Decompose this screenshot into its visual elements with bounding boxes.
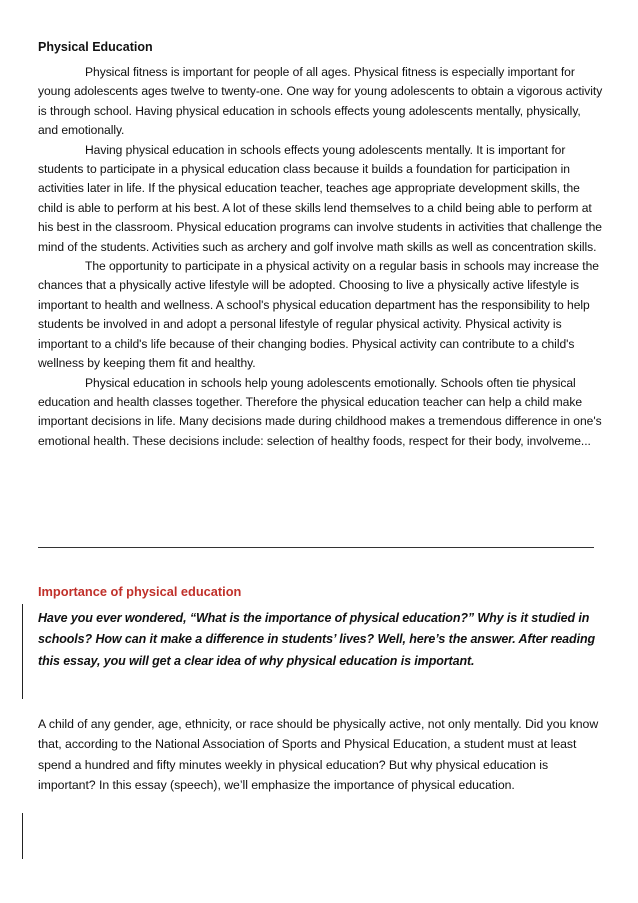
revision-margin-bar xyxy=(22,604,23,699)
section-heading: Importance of physical education xyxy=(38,584,242,599)
essay-body xyxy=(38,63,604,451)
revision-margin-bar xyxy=(22,813,23,859)
paragraph-mental: Having physical education in schools effects young adolescents mentally. It is important for students to participate in a physical education class because it builds a foundation for participation in activities later in life. If the physical education teacher, teaches age appropriate development skills, the child is able to perform at his best. A lot of these skills lend themselves to a child being able to perform at his best in the classroom. Physical education programs can involve students in activities that challenge the mind of the students. Activities such as archery and golf involve math skills as well as concentration skills. xyxy=(38,142,602,254)
paragraph-emotional: Physical education in schools help young adolescents emotionally. Schools often tie physical education and health classes together. Therefore the physical education teacher can help a child make important decisions in life. Many decisions made during childhood makes a tremendous difference in one's emotional health. These decisions include: selection of healthy foods, respect for their body, involveme... xyxy=(38,375,602,448)
section-intro: Have you ever wondered, “What is the importance of physical education?” Why is it studied in schools? How can it make a difference in students’ lives? Well, here’s the answer. After reading this essay, you will get a clear idea of why physical education is important. xyxy=(38,611,596,668)
section-body: A child of any gender, age, ethnicity, or race should be physically active, not only mentally. Did you know that, according to the National Association of Sports and Physical Education, a student must at least spend a hundred and fifty minutes weekly in physical education? But why physical education is important? In this essay (speech), we’ll emphasize the importance of physical education. xyxy=(38,717,599,792)
section-divider xyxy=(38,547,594,548)
paragraph-physical: The opportunity to participate in a physical activity on a regular basis in schools may increase the chances that a physically active lifestyle will be adopted. Choosing to live a physically active lifestyle is important to health and wellness. A school's physical education department has the responsibility to help students be involved in and adopt a personal lifestyle of regular physical activity. Physical activity is important to a child's life because of their changing bodies. Physical activity can contribute to a child's wellness by keeping them fit and healthy. xyxy=(38,259,599,371)
paragraph-intro: Physical fitness is important for people of all ages. Physical fitness is especially important for young adolescents ages twelve to twenty-one. One way for young adolescents to obtain a vigorous activity is through school. Having physical education in schools effects young adolescents mentally, physically, and emotionally. xyxy=(38,65,603,138)
document-title: Physical Education xyxy=(38,40,153,54)
